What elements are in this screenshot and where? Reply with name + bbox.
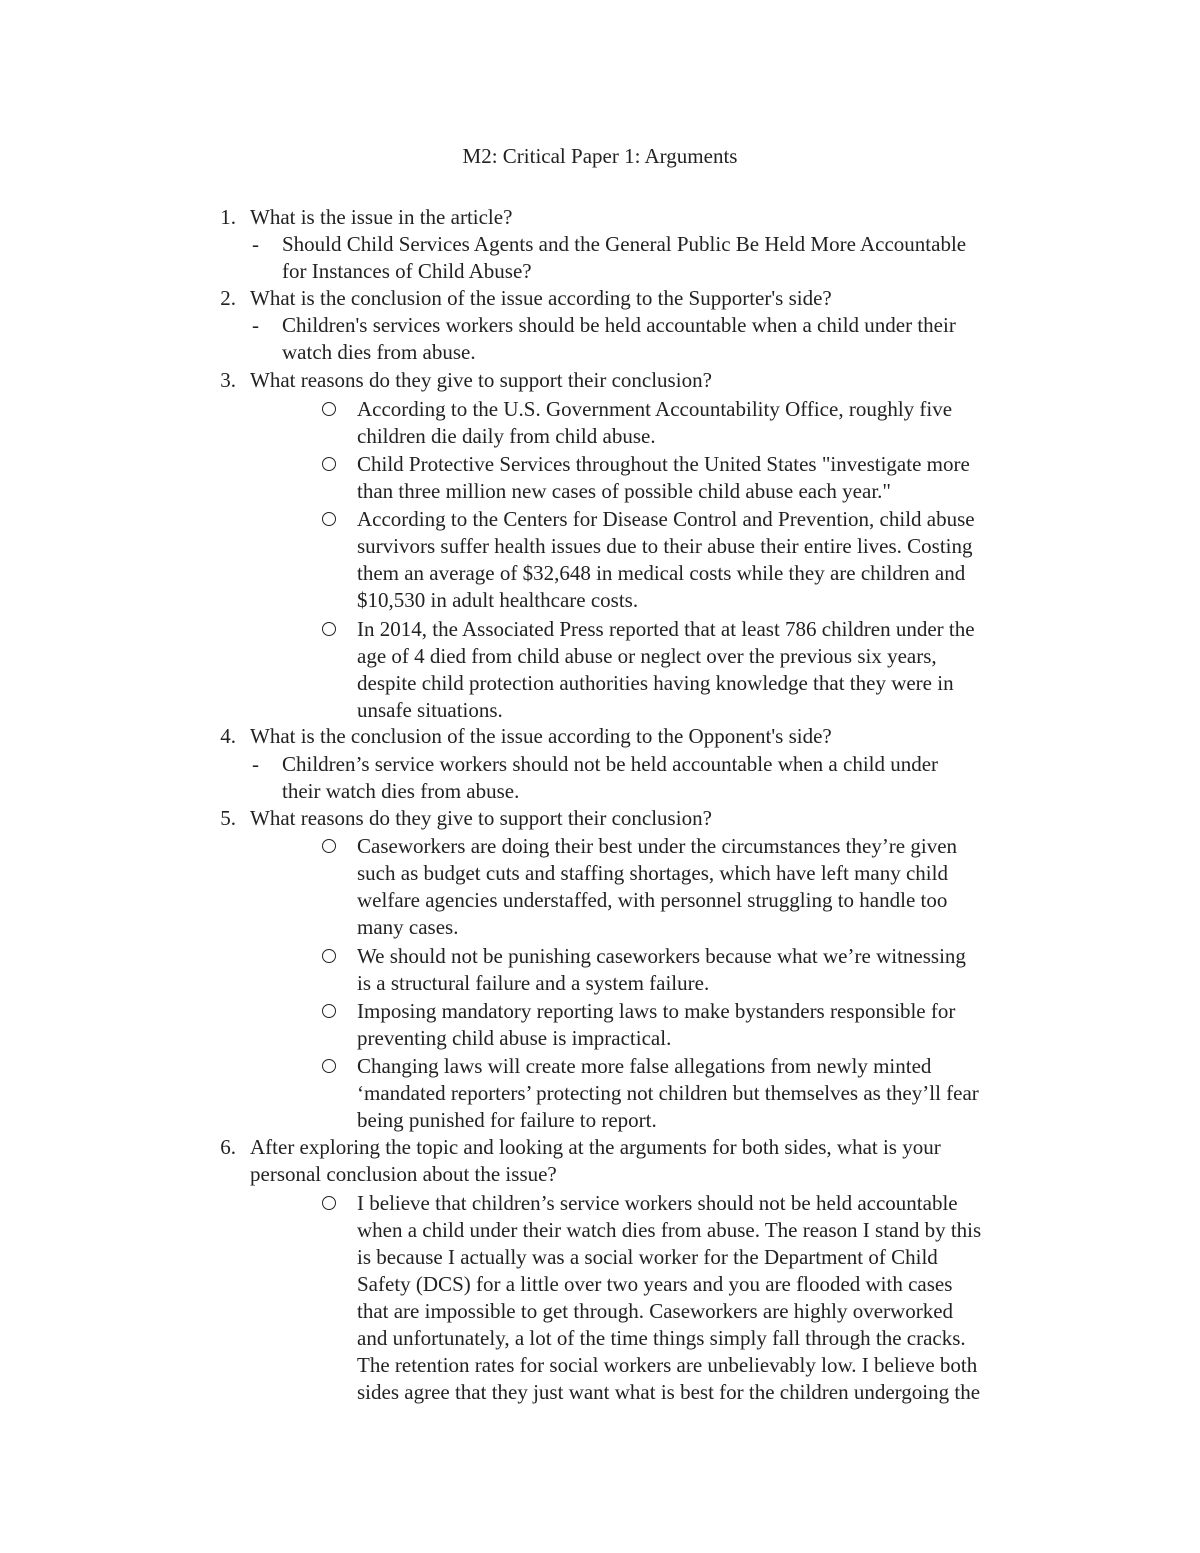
- question-text: What is the conclusion of the issue according to the Opponent's side?: [250, 724, 832, 748]
- question-text: What is the conclusion of the issue according to the Supporter's side?: [250, 286, 832, 310]
- bullet-text: According to the U.S. Government Accountability Office, roughly five children die daily from child abuse.: [357, 397, 953, 448]
- question-text: What reasons do they give to support their conclusion?: [250, 806, 712, 830]
- bullet-text: Caseworkers are doing their best under the circumstances they’re given such as budget cuts and staffing shortages, which have left many child welfare agencies understaffed, with personnel struggling to handle too many cases.: [357, 834, 958, 939]
- page-title: M2: Critical Paper 1: Arguments: [462, 144, 738, 168]
- bullet-text: In 2014, the Associated Press reported that at least 786 children under the age of 4 died from child abuse or neglect over the previous six years, despite child protection authorities having knowledge that they were in unsafe situations.: [357, 617, 975, 722]
- dash-marker: -: [252, 232, 259, 256]
- answer-text: Should Child Services Agents and the General Public Be Held More Accountable for Instances of Child Abuse?: [282, 232, 967, 283]
- bullet-text: We should not be punishing caseworkers because what we’re witnessing is a structural failure and a system failure.: [357, 944, 966, 995]
- circle-bullet-icon: [322, 457, 336, 471]
- dash-marker: -: [252, 313, 259, 337]
- question-text: After exploring the topic and looking at the arguments for both sides, what is your personal conclusion about the issue?: [250, 1135, 941, 1186]
- question-number: 3.: [220, 368, 236, 392]
- question-text: What is the issue in the article?: [250, 205, 513, 229]
- circle-bullet-icon: [322, 402, 336, 416]
- question-number: 4.: [220, 724, 236, 748]
- bullet-text: According to the Centers for Disease Control and Prevention, child abuse survivors suffer health issues due to their abuse their entire lives. Costing them an average of $32,648 in medical costs while they are children and $10,530 in adult healthcare costs.: [357, 507, 975, 612]
- bullet-text: Imposing mandatory reporting laws to make bystanders responsible for preventing child abuse is impractical.: [357, 999, 956, 1050]
- circle-bullet-icon: [322, 512, 336, 526]
- circle-bullet-icon: [322, 839, 336, 853]
- question-number: 1.: [220, 205, 236, 229]
- answer-text: Children’s service workers should not be held accountable when a child under their watch dies from abuse.: [282, 752, 939, 803]
- question-number: 2.: [220, 286, 236, 310]
- question-text: What reasons do they give to support their conclusion?: [250, 368, 712, 392]
- dash-marker: -: [252, 752, 259, 776]
- question-number: 6.: [220, 1135, 236, 1159]
- circle-bullet-icon: [322, 1196, 336, 1210]
- circle-bullet-icon: [322, 949, 336, 963]
- question-number: 5.: [220, 806, 236, 830]
- answer-text: Children's services workers should be held accountable when a child under their watch dies from abuse.: [282, 313, 956, 364]
- bullet-text: Changing laws will create more false allegations from newly minted ‘mandated reporters’ protecting not children but themselves as they’ll fear being punished for failure to report.: [357, 1054, 979, 1132]
- circle-bullet-icon: [322, 1059, 336, 1073]
- bullet-text: I believe that children’s service workers should not be held accountable when a child under their watch dies from abuse. The reason I stand by this is because I actually was a social worker for the Department of Child Safety (DCS) for a little over two years and you are flooded with cases that are impossible to get through. Caseworkers are highly overworked and unfortunately, a lot of the time things simply fall through the cracks. The retention rates for social workers are unbelievably low. I believe both sides agree that they just want what is best for the children undergoing the: [357, 1191, 982, 1404]
- circle-bullet-icon: [322, 1004, 336, 1018]
- bullet-text: Child Protective Services throughout the United States "investigate more than three million new cases of possible child abuse each year.": [357, 452, 970, 503]
- circle-bullet-icon: [322, 622, 336, 636]
